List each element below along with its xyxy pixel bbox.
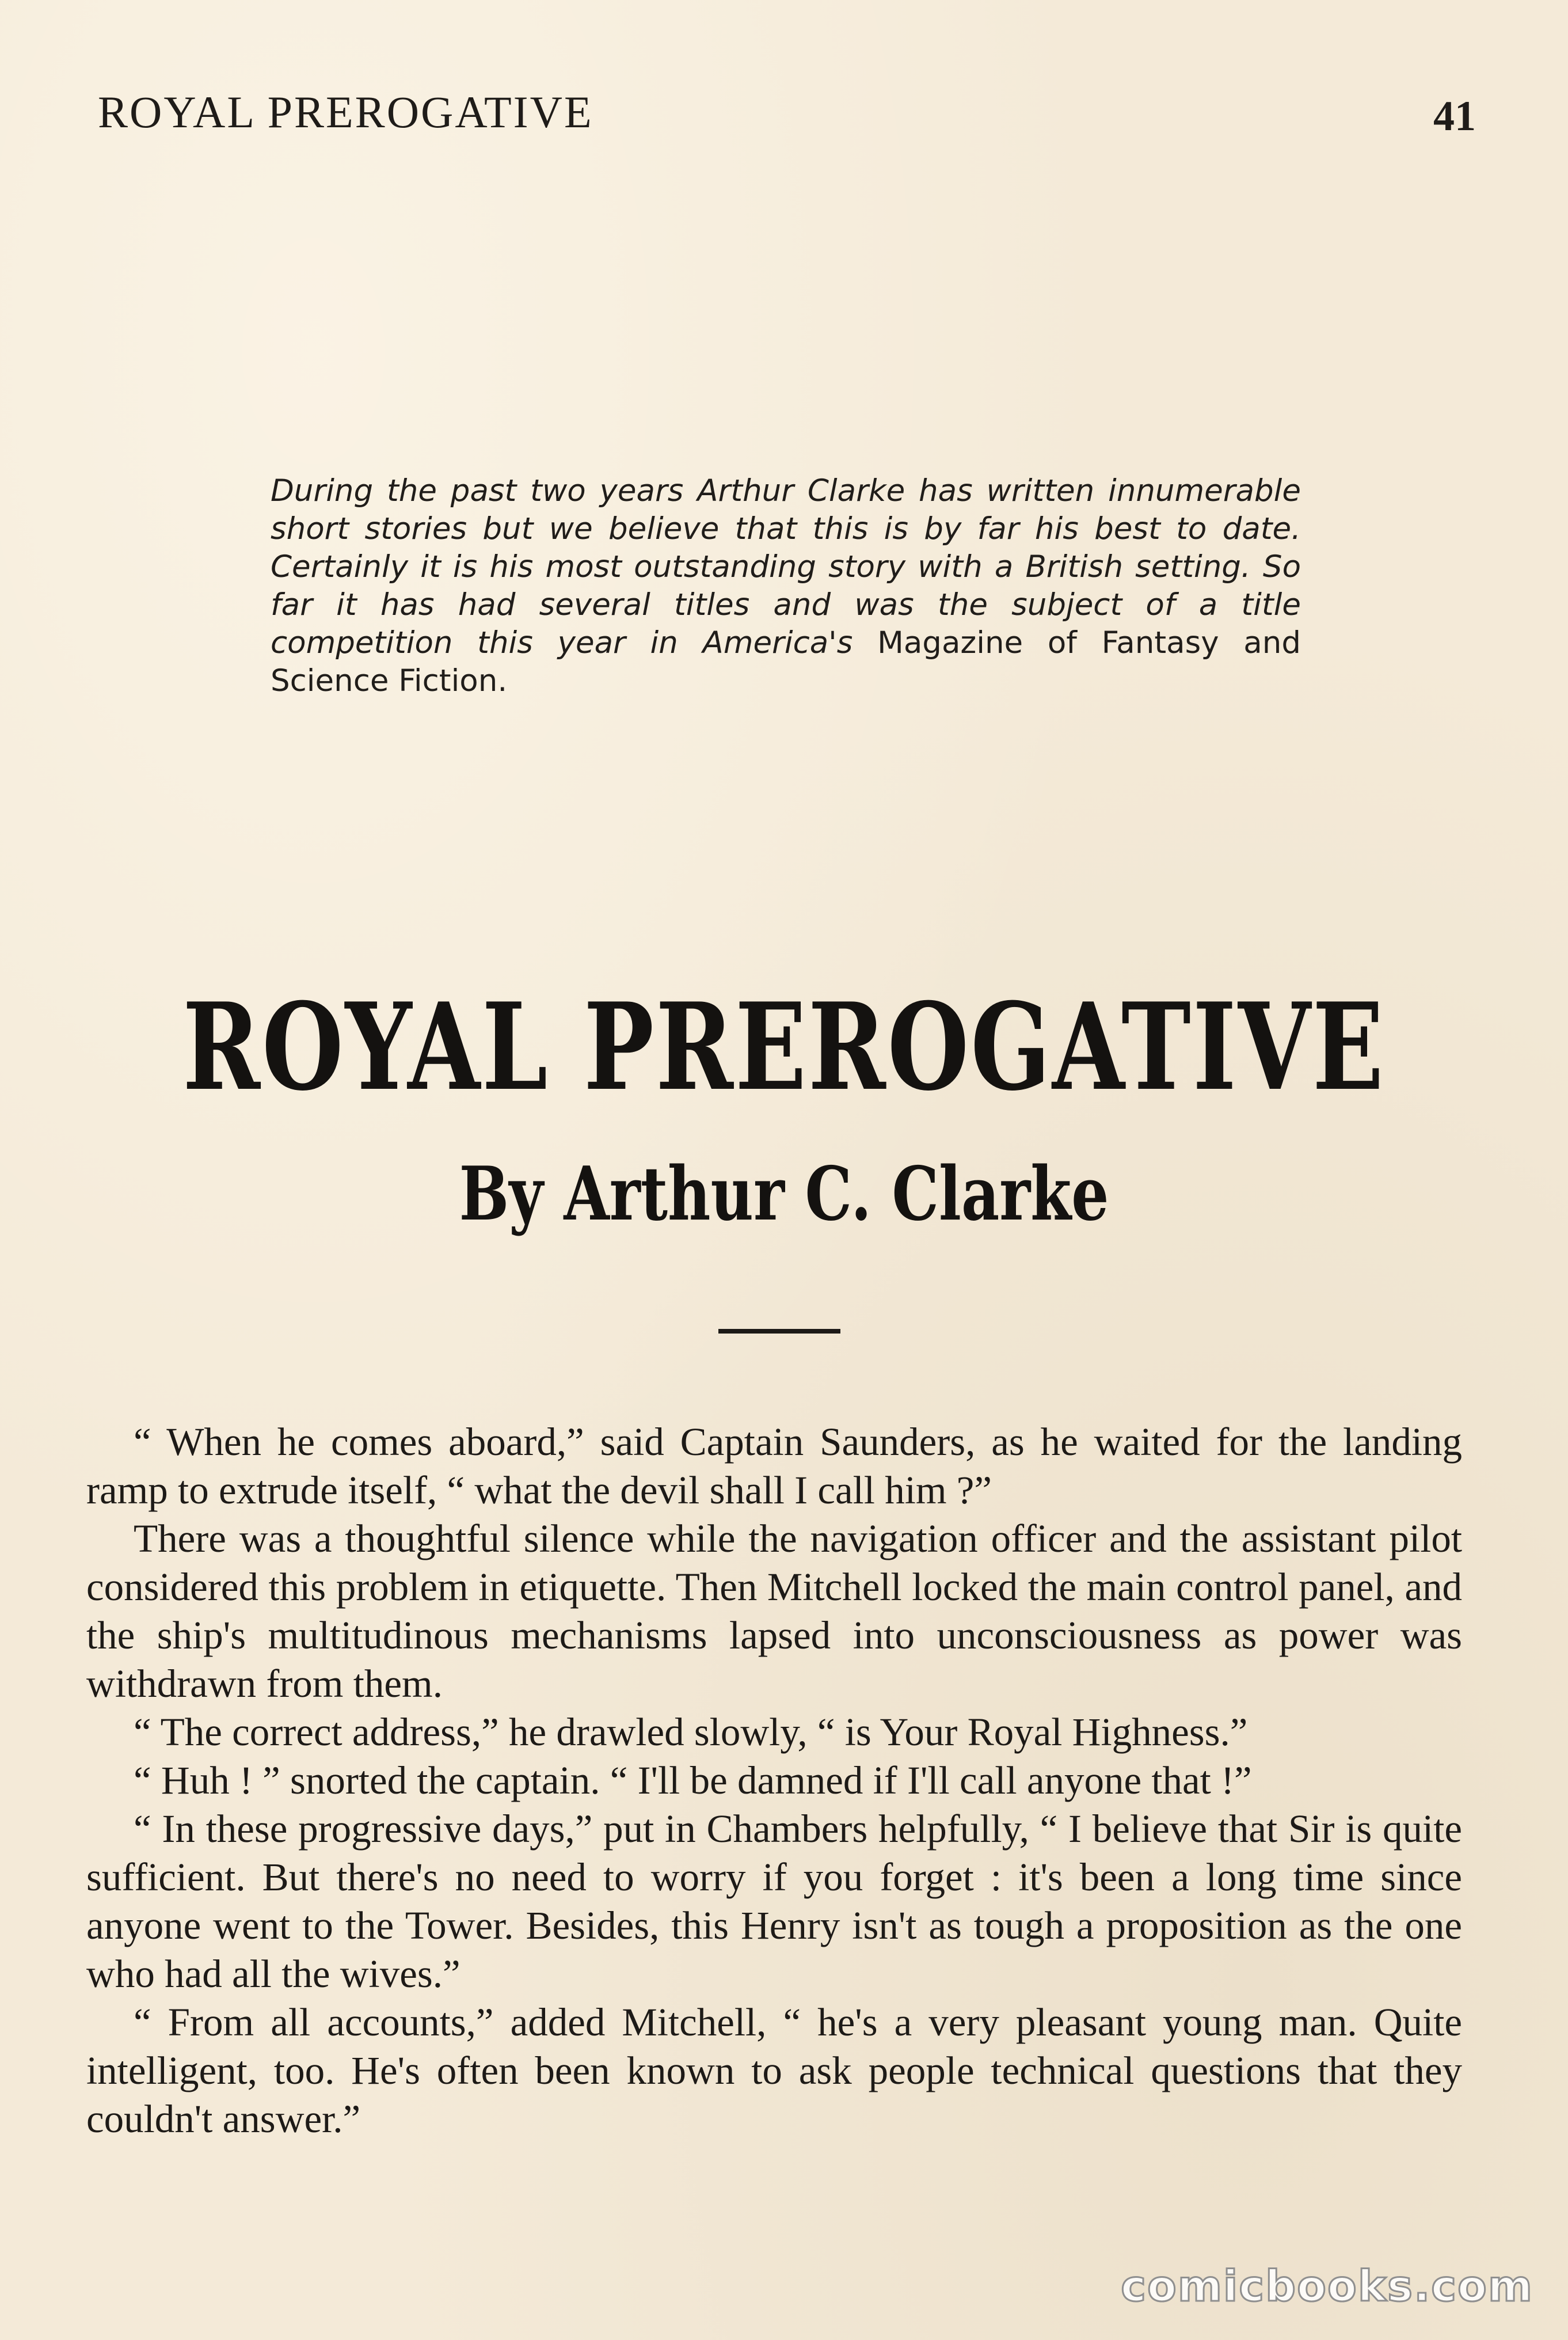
body-paragraph: There was a thoughtful silence while the navigation officer and the assistant pilot considered this problem in etiquette. Then Mitchell locked the main control panel, and the ship's multitudinous mechanisms lapsed into unconsciousness as power was withdrawn from them. xyxy=(86,1517,1462,1705)
body-paragraph: “ The correct address,” he drawled slowly, “ is Your Royal Highness.” xyxy=(134,1710,1248,1754)
page-number: 41 xyxy=(1433,93,1476,140)
editorial-intro xyxy=(271,472,1301,700)
body-paragraph: “ In these progressive days,” put in Chambers helpfully, “ I believe that Sir is quite sufficient. But there's no need to worry if you forget : it's been a long time since anyone went to the Tower. Besides, this Henry isn't as tough a proposition as the one who had all the wives.” xyxy=(86,1807,1462,1996)
running-head-title: ROYAL PREROGATIVE xyxy=(98,87,593,137)
intro-paragraph xyxy=(271,472,1301,700)
intro-upright-text: Magazine of Fantasy and Science Fiction. xyxy=(271,625,1301,698)
story-body xyxy=(86,1418,1462,2143)
body-paragraph: “ When he comes aboard,” said Captain Saunders, as he waited for the landing ramp to extrude itself, “ what the devil shall I call him ?” xyxy=(86,1420,1462,1512)
story-title: ROYAL PREROGATIVE xyxy=(182,977,1386,1118)
title-divider-rule xyxy=(718,1329,840,1334)
site-watermark: comicbooks.com xyxy=(1121,2262,1533,2311)
intro-italic-text: During the past two years Arthur Clarke has written innumerable short stories but we believe that this is by far his best to date. Certainly it is his most outstanding story with a British setting. So far it has had several titles and was the subject of a title competition this year in America's xyxy=(271,473,1301,660)
body-paragraph: “ From all accounts,” added Mitchell, “ he's a very pleasant young man. Quite intelligent, too. He's often been known to ask people technical questions that they couldn't answer.” xyxy=(86,2000,1462,2141)
body-paragraph: “ Huh ! ” snorted the captain. “ I'll be damned if I'll call anyone that !” xyxy=(134,1758,1252,1802)
story-byline: By Arthur C. Clarke xyxy=(459,1151,1109,1237)
